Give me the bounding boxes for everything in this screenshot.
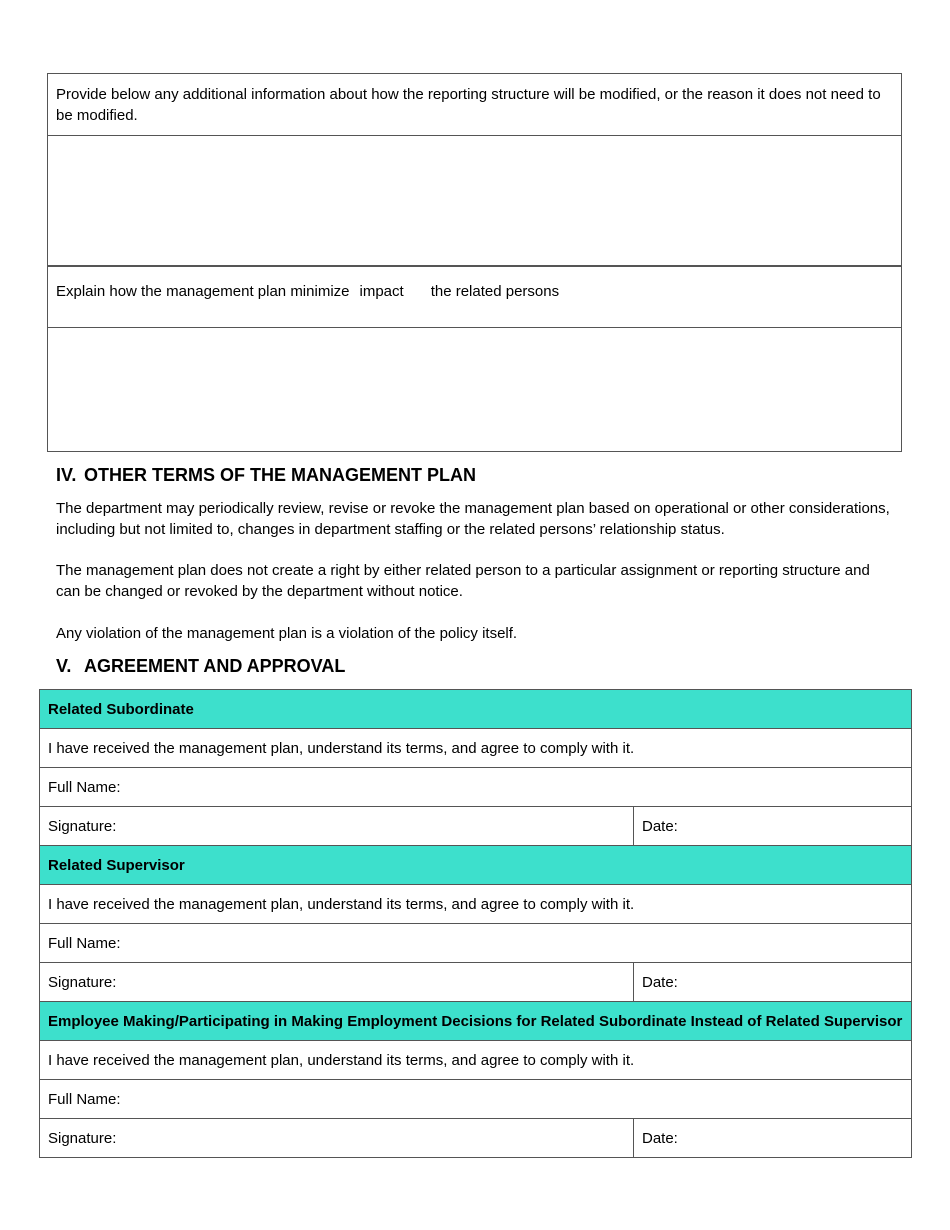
related-supervisor-full-name-field[interactable] (40, 924, 912, 963)
info-form-box (47, 73, 902, 452)
section-4-heading (56, 465, 476, 486)
section-4-paragraph-1: The department may periodically review, revise or revoke the management plan based on operational or other considerations, including but not limited to, changes in department staffing or the related persons’ relationship status. (56, 500, 890, 538)
table-row (40, 1041, 912, 1080)
question-reporting-structure: Provide below any additional information about how the reporting structure will be modified, or the reason it does not need to be modified. (56, 86, 881, 124)
table-row (40, 807, 912, 846)
date-label: Date: (642, 817, 678, 835)
section-4-number: IV. (56, 465, 77, 485)
section-5-heading (56, 656, 345, 677)
section-4-paragraph-3: Any violation of the management plan is a violation of the policy itself. (56, 625, 518, 642)
table-row (40, 846, 912, 885)
employee-decisions-statement: I have received the management plan, understand its terms, and agree to comply with it. (40, 1041, 912, 1080)
date-label: Date: (642, 1129, 678, 1147)
related-subordinate-date-field[interactable] (634, 807, 912, 846)
related-subordinate-statement: I have received the management plan, understand its terms, and agree to comply with it. (40, 729, 912, 768)
answer-minimize-impact-field[interactable] (48, 328, 901, 452)
answer-reporting-structure-field[interactable] (48, 136, 901, 265)
related-supervisor-header: Related Supervisor (40, 846, 912, 885)
full-name-label: Full Name: (48, 934, 121, 952)
table-row (40, 1002, 912, 1041)
related-supervisor-date-field[interactable] (634, 963, 912, 1002)
question-minimize-impact-part3: the related persons (430, 283, 560, 300)
signature-label: Signature: (48, 1129, 117, 1147)
related-supervisor-statement: I have received the management plan, understand its terms, and agree to comply with it. (40, 885, 912, 924)
divider (48, 265, 901, 267)
employee-decisions-full-name-field[interactable] (40, 1080, 912, 1119)
date-label: Date: (642, 973, 678, 991)
question-minimize-impact-part1: Explain how the management plan minimize (56, 283, 350, 300)
table-row (40, 924, 912, 963)
section-5-number: V. (56, 656, 72, 676)
employee-decisions-date-field[interactable] (634, 1119, 912, 1158)
table-row (40, 729, 912, 768)
related-subordinate-header: Related Subordinate (40, 690, 912, 729)
employee-decisions-signature-field[interactable] (40, 1119, 634, 1158)
signature-label: Signature: (48, 817, 117, 835)
signature-label: Signature: (48, 973, 117, 991)
full-name-label: Full Name: (48, 1090, 121, 1108)
question-minimize-impact (48, 282, 901, 302)
section-4-paragraph-2: The management plan does not create a right by either related person to a particular assignment or reporting structure and can be changed or revoked by the department without notice. (56, 562, 870, 600)
section-4-title: OTHER TERMS OF THE MANAGEMENT PLAN (84, 465, 476, 485)
table-row (40, 885, 912, 924)
question-minimize-impact-part2: impact (359, 283, 404, 300)
table-row (40, 1119, 912, 1158)
full-name-label: Full Name: (48, 778, 121, 796)
related-subordinate-signature-field[interactable] (40, 807, 634, 846)
related-subordinate-full-name-field[interactable] (40, 768, 912, 807)
table-row (40, 963, 912, 1002)
section-5-title: AGREEMENT AND APPROVAL (84, 656, 346, 676)
employee-decisions-header: Employee Making/Participating in Making Employment Decisions for Related Subordinate Instead of Related Supervisor (40, 1002, 912, 1041)
approval-table (39, 689, 912, 1158)
related-supervisor-signature-field[interactable] (40, 963, 634, 1002)
table-row (40, 1080, 912, 1119)
table-row (40, 768, 912, 807)
table-row (40, 690, 912, 729)
